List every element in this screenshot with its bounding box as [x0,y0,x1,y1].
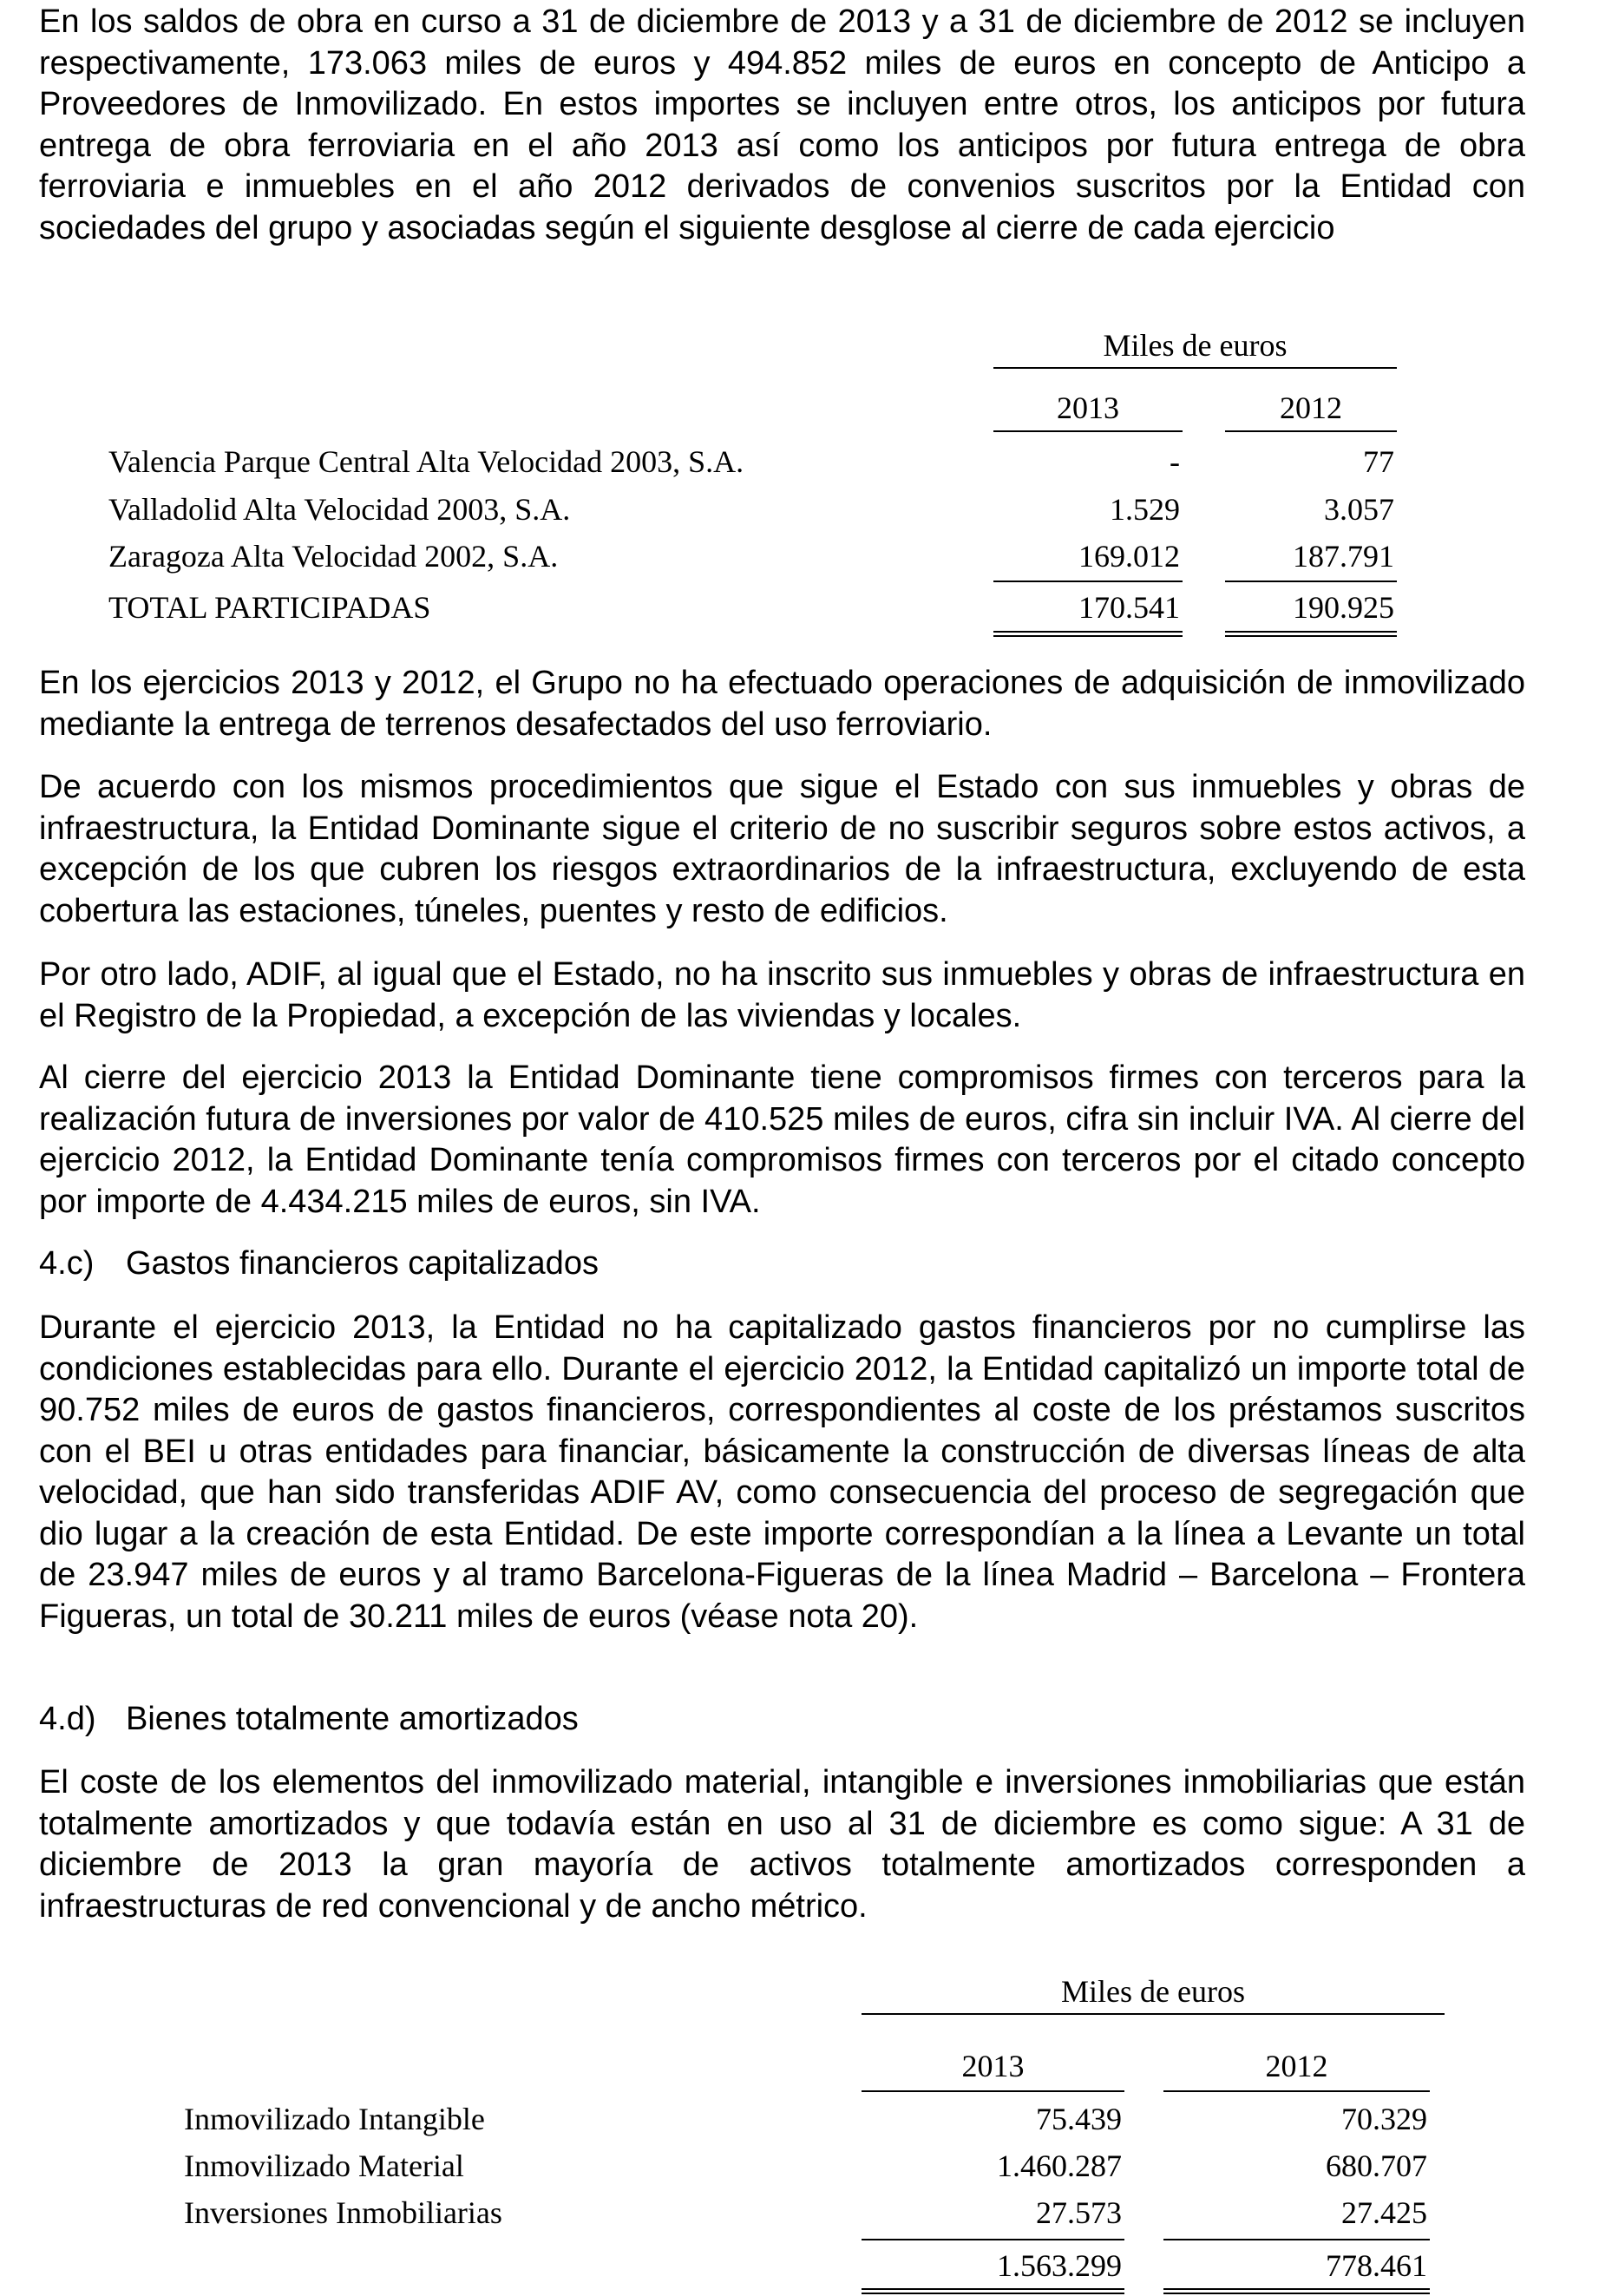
section-number: 4.d) [39,1701,96,1737]
table1-row-value-2012: 187.791 [1293,539,1394,574]
table2-total-value-2012: 778.461 [1326,2248,1427,2283]
table2-subtotal-rule-2012 [1163,2239,1430,2240]
table1-total-double-rule-2012 [1225,631,1397,637]
table1-row-label: Valladolid Alta Velocidad 2003, S.A. [108,492,571,527]
table2-row-value-2012: 27.425 [1341,2195,1427,2230]
table1-year-2012: 2012 [1280,390,1342,425]
table1-total-double-rule-2013 [993,631,1183,637]
paragraph-gastos-financieros: Durante el ejercicio 2013, la Entidad no ha capitalizado gastos financieros por no cumplirse las condiciones establecidas para ello. Durante el ejercicio 2012, la Entidad capitalizó un importe total de 90.752 miles de euros de gastos financieros, correspondientes al coste de los préstamos suscritos con el BEI u otras entidades para financiar, básicamente la construcción de diversas líneas de alta velocidad, que han sido transferidas ADIF AV, como consecuencia del proceso de segregación que dio lugar a la creación de esta Entidad. De este importe correspondían a la línea a Levante un total de 23.947 miles de euros y al tramo Barcelona-Figueras de la línea Madrid – Barcelona – Frontera Figueras, un total de 30.211 miles de euros (véase nota 20). [39,1309,1525,1635]
table1-subtotal-rule-2012 [1225,581,1397,582]
table2-row-value-2013: 1.460.287 [997,2148,1122,2183]
table2-row-value-2012: 70.329 [1341,2102,1427,2136]
table1-year-rule-2012 [1225,430,1397,432]
paragraph-operaciones-adquisicion: En los ejercicios 2013 y 2012, el Grupo no ha efectuado operaciones de adquisición de inmovilizado mediante la entrega de terrenos desafectados del uso ferroviario. [39,665,1525,743]
table2-year-2012: 2012 [1265,2049,1328,2083]
section-number: 4.c) [39,1245,95,1282]
section-heading-gastos-financieros [39,1243,599,1284]
table2-row-value-2013: 27.573 [1036,2195,1122,2230]
table1-row-value-2013: - [1170,444,1180,479]
table1-row-label: Valencia Parque Central Alta Velocidad 2003, S.A. [108,444,744,479]
table1-row-value-2013: 1.529 [1110,492,1180,527]
table1-subtotal-rule-2013 [993,581,1183,582]
table2-year-rule-2013 [862,2090,1124,2092]
table1-row-label: Zaragoza Alta Velocidad 2002, S.A. [108,539,559,574]
paragraph-compromisos-firmes: Al cierre del ejercicio 2013 la Entidad Dominante tiene compromisos firmes con terceros para la realización futura de inversiones por valor de 410.525 miles de euros, cifra sin incluir IVA. Al cierre del ejercicio 2012, la Entidad Dominante tenía compromisos firmes con terceros por el citado concepto por importe de 4.434.215 miles de euros, sin IVA. [39,1059,1525,1220]
table2-header-rule [862,2013,1445,2015]
table2-year-2013: 2013 [961,2049,1025,2083]
paragraph-saldos-obra-en-curso: En los saldos de obra en curso a 31 de diciembre de 2013 y a 31 de diciembre de 2012 se incluyen respectivamente, 173.063 miles de euros y 494.852 miles de euros en concepto de Anticipo a Proveedores de Inmovilizado. En estos importes se incluyen entre otros, los anticipos por futura entrega de obra ferroviaria en el año 2013 así como los anticipos por futura entrega de obra ferroviaria e inmuebles en el año 2012 derivados de convenios suscritos por la Entidad con sociedades del grupo y asociadas según el siguiente desglose al cierre de cada ejercicio [39,3,1525,246]
table2-subtotal-rule-2013 [862,2239,1124,2240]
paragraph-registro-propiedad: Por otro lado, ADIF, al igual que el Estado, no ha inscrito sus inmuebles y obras de infraestructura en el Registro de la Propiedad, a excepción de las viviendas y locales. [39,956,1525,1034]
table1-total-value-2012: 190.925 [1293,590,1394,625]
table2-row-label: Inmovilizado Material [184,2148,464,2183]
table1-total-value-2013: 170.541 [1078,590,1180,625]
table2-row-label: Inmovilizado Intangible [184,2102,485,2136]
table2-total-double-rule-2013 [862,2288,1124,2294]
table2-total-value-2013: 1.563.299 [997,2248,1122,2283]
paragraph-seguros-infraestructura: De acuerdo con los mismos procedimientos que sigue el Estado con sus inmuebles y obras de infraestructura, la Entidad Dominante sigue el criterio de no suscribir seguros sobre estos activos, a excepción de los que cubren los riesgos extraordinarios de la infraestructura, excluyendo de esta cobertura las estaciones, túneles, puentes y resto de edificios. [39,769,1525,929]
table1-year-rule-2013 [993,430,1183,432]
paragraph-bienes-amortizados: El coste de los elementos del inmovilizado material, intangible e inversiones inmobiliarias que están totalmente amortizados y que todavía están en uso al 31 de diciembre es como sigue: A 31 de diciembre de 2013 la gran mayoría de activos totalmente amortizados corresponden a infraestructuras de red convencional y de ancho métrico. [39,1764,1525,1925]
table1-total-label: TOTAL PARTICIPADAS [108,590,431,625]
table1-row-value-2012: 3.057 [1324,492,1394,527]
table2-row-label: Inversiones Inmobiliarias [184,2195,502,2230]
table2-row-value-2013: 75.439 [1036,2102,1122,2136]
table1-year-2013: 2013 [1057,390,1119,425]
table1-row-value-2013: 169.012 [1078,539,1180,574]
section-heading-bienes-amortizados [39,1699,579,1740]
section-title: Bienes totalmente amortizados [126,1701,579,1737]
table1-header-rule [993,367,1397,369]
table2-unit-header: Miles de euros [1061,1974,1245,2009]
table1-row-value-2012: 77 [1363,444,1394,479]
section-title: Gastos financieros capitalizados [126,1245,599,1282]
table2-total-double-rule-2012 [1163,2288,1430,2294]
table2-year-rule-2012 [1163,2090,1430,2092]
table1-unit-header: Miles de euros [1103,328,1288,363]
table2-row-value-2012: 680.707 [1326,2148,1427,2183]
